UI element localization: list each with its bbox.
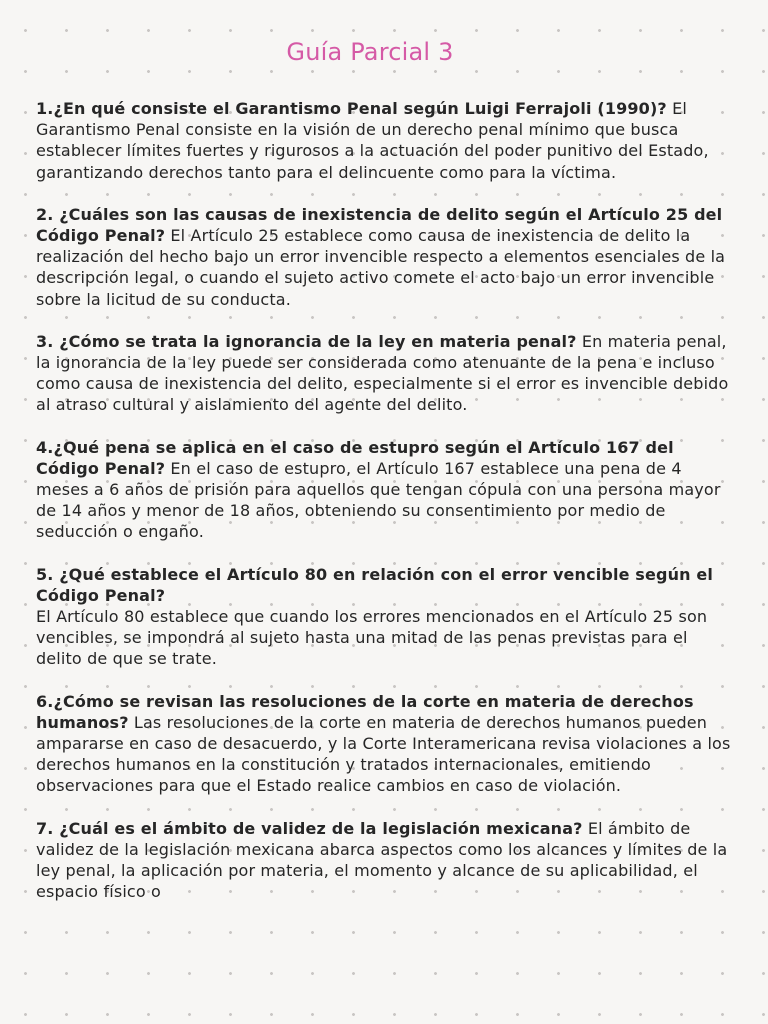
question-4: 4.¿Qué pena se aplica en el caso de estupro según el Artículo 167 del Código Penal?	[36, 437, 674, 478]
answer-4: En el caso de estupro, el Artículo 167 establece una pena de 4 meses a 6 años de prisión para aquellos que tengan cópula con una persona mayor de 14 años y menor de 18 años, obteniendo su consentimiento por medio de seducción o engaño.	[36, 458, 721, 542]
qa-item-1	[36, 98, 736, 183]
question-6: 6.¿Cómo se revisan las resoluciones de la corte en materia de derechos humanos?	[36, 691, 694, 732]
question-7: 7. ¿Cuál es el ámbito de validez de la legislación mexicana?	[36, 818, 583, 838]
document-page	[36, 0, 736, 1024]
question-2: 2. ¿Cuáles son las causas de inexistencia de delito según el Artículo 25 del Código Penal?	[36, 204, 723, 246]
question-5: 5. ¿Qué establece el Artículo 80 en relación con el error vencible según el Código Penal?	[36, 564, 714, 605]
qa-item-5	[36, 564, 736, 670]
qa-item-3	[36, 331, 736, 416]
answer-3: En materia penal, la ignorancia de la ley puede ser considerada como atenuante de la pena e incluso como causa de inexistencia del delito, especialmente si el error es invencible debido al atraso cultural y aislamiento del agente del delito.	[36, 331, 729, 415]
qa-item-2	[36, 204, 736, 310]
answer-6: Las resoluciones de la corte en materia de derechos humanos pueden ampararse en caso de desacuerdo, y la Corte Interamericana revisa violaciones a los derechos humanos en la constitución y tratados internacionales, emitiendo observaciones para que el Estado realice cambios en caso de violación.	[36, 712, 731, 796]
answer-5: El Artículo 80 establece que cuando los errores mencionados en el Artículo 25 son vencibles, se impondrá al sujeto hasta una mitad de las penas previstas para el delito de que se trate.	[36, 607, 708, 669]
qa-item-7	[36, 818, 736, 903]
question-3: 3. ¿Cómo se trata la ignorancia de la ley en materia penal?	[36, 331, 577, 351]
answer-7: El ámbito de validez de la legislación mexicana abarca aspectos como los alcances y límites de la ley penal, la aplicación por materia, el momento y alcance de su aplicabilidad, el espacio físico o	[36, 818, 728, 902]
qa-item-6	[36, 691, 736, 797]
qa-item-4	[36, 437, 736, 543]
question-1: 1.¿En qué consiste el Garantismo Penal según Luigi Ferrajoli (1990)?	[36, 99, 667, 118]
page-title: Guía Parcial 3	[286, 38, 454, 66]
answer-1: El Garantismo Penal consiste en la visión de un derecho penal mínimo que busca establecer límites fuertes y rigurosos a la actuación del poder punitivo del Estado, garantizando derechos tanto para el delincuente como para la víctima.	[36, 99, 709, 182]
answer-2: El Artículo 25 establece como causa de inexistencia de delito la realización del hecho bajo un error invencible respecto a elementos esenciales de la descripción legal, o cuando el sujeto activo comete el acto bajo un error invencible sobre la licitud de su conducta.	[36, 226, 726, 309]
